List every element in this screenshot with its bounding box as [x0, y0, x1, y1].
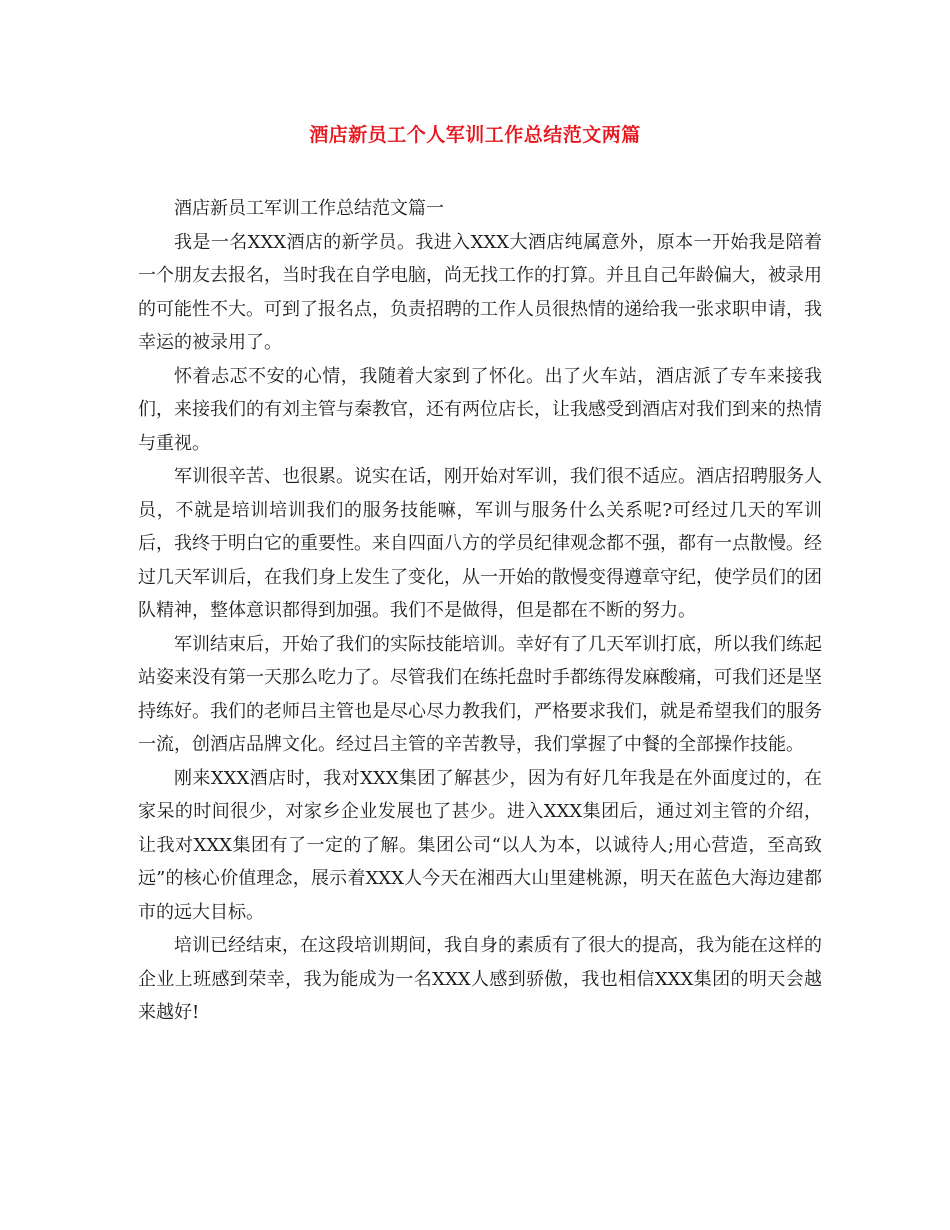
- document-body: [138, 192, 822, 1030]
- document-title: 酒店新员工个人军训工作总结范文两篇: [309, 124, 641, 146]
- paragraph-5: 刚来XXX酒店时，我对XXX集团了解甚少，因为有好几年我是在外面度过的，在家呆的时间很少，对家乡企业发展也了甚少。进入XXX集团后，通过刘主管的介绍，让我对XXX集团有了一定的了解。集团公司“以人为本，以诚待人;用心营造，至高致远”的核心价值理念，展示着XXX人今天在湘西大山里建桃源，明天在蓝色大海边建都市的远大目标。: [138, 767, 822, 923]
- section-heading: 酒店新员工军训工作总结范文篇一: [174, 198, 444, 219]
- paragraph-1: 我是一名XXX酒店的新学员。我进入XXX大酒店纯属意外，原本一开始我是陪着一个朋友去报名，当时我在自学电脑，尚无找工作的打算。并且自己年龄偏大，被录用的可能性不大。可到了报名点，负责招聘的工作人员很热情的递给我一张求职申请，我幸运的被录用了。: [138, 231, 822, 353]
- paragraph-6: 培训已经结束，在这段培训期间，我自身的素质有了很大的提高，我为能在这样的企业上班感到荣幸，我为能成为一名XXX人感到骄傲，我也相信XXX集团的明天会越来越好!: [138, 935, 822, 1023]
- paragraph-2: 怀着忐忑不安的心情，我随着大家到了怀化。出了火车站，酒店派了专车来接我们，来接我们的有刘主管与秦教官，还有两位店长，让我感受到酒店对我们到来的热情与重视。: [138, 365, 822, 454]
- paragraph-3: 军训很辛苦、也很累。说实在话，刚开始对军训，我们很不适应。酒店招聘服务人员，不就是培训培训我们的服务技能嘛，军训与服务什么关系呢?可经过几天的军训后，我终于明白它的重要性。来自四面八方的学员纪律观念都不强，都有一点散慢。经过几天军训后，在我们身上发生了变化，从一开始的散慢变得遵章守纪，使学员们的团队精神，整体意识都得到加强。我们不是做得，但是都在不断的努力。: [138, 466, 822, 621]
- paragraph-4: 军训结束后，开始了我们的实际技能培训。幸好有了几天军训打底，所以我们练起站姿来没有第一天那么吃力了。尽管我们在练托盘时手都练得发麻酸痛，可我们还是坚持练好。我们的老师吕主管也是尽心尽力教我们，严格要求我们，就是希望我们的服务一流，创酒店品牌文化。经过吕主管的辛苦教导，我们掌握了中餐的全部操作技能。: [138, 633, 822, 755]
